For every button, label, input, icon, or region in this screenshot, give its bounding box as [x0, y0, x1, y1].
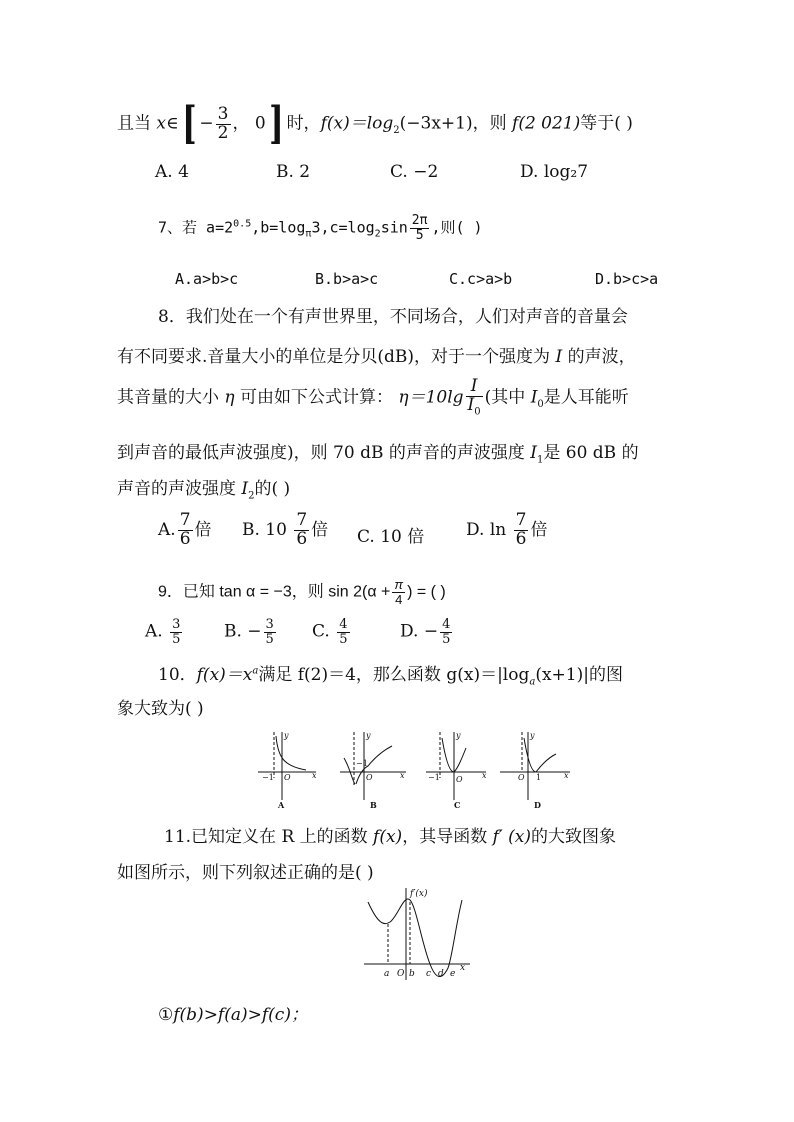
graph-a-origin: O: [284, 773, 291, 782]
graph-d-origin: O: [518, 773, 525, 782]
q8-line-1: 8．我们处在一个有声世界里，不同场合，人们对声音的音量会: [158, 307, 628, 327]
graph-c-tick: c: [426, 969, 432, 979]
graph-d-caption: D: [534, 800, 541, 808]
q6-option-b[interactable]: B. 2: [276, 162, 311, 182]
graph-a-tick: a: [384, 969, 390, 979]
graph-b-neg1: −1: [356, 759, 368, 768]
q10-line-1: 10．$f(x)=x^a$满足 f(2)＝4，那么函数 $g(x)=|\log_a(x+1)|$的图: [158, 665, 623, 688]
q8-line-3: 其音量的大小 η 可由如下公式计算： η＝10lg $\frac{I}{I_0}$ (其中 $I_0$是人耳能听: [117, 376, 629, 418]
q10-graphs: [256, 728, 576, 808]
q7-fraction: $\frac{2\pi}{5}$: [411, 213, 428, 243]
q7-line: 7、若 $a=2^{0.5},b=\log_\pi 3,c=\log_2\sin$ $\frac{2\pi}{5}$ ,则( ): [158, 213, 483, 243]
q11-line-1: 11.已知定义在 R 上的函数 f(x)，其导函数 f′ (x)的大致图象: [164, 827, 617, 847]
q9-option-b[interactable]: B. − $\frac{3}{5}$: [224, 617, 274, 647]
q9-line: 9．已知 tan α = −3，则 sin 2(α + $\frac{\pi}{4}$ ) = ( ): [158, 577, 446, 607]
graph-b-y-label: y: [366, 731, 371, 740]
graph-c-caption: C: [454, 800, 461, 808]
q8-option-a[interactable]: A. $\frac{7}{6}$ 倍: [158, 510, 212, 549]
graph-d-x-label: x: [564, 771, 569, 780]
graph-d-y-label: y: [530, 731, 535, 740]
q8-option-c[interactable]: C. 10 倍: [357, 527, 425, 547]
q8-option-d[interactable]: D. ln $\frac{7}{6}$ 倍: [466, 510, 548, 549]
q6-option-a[interactable]: A. 4: [155, 162, 189, 182]
graph-c-origin: O: [456, 775, 463, 784]
graph-a-neg1: −1: [262, 773, 274, 782]
graph-x-label: x: [460, 963, 466, 973]
right-bracket: ]: [268, 98, 284, 149]
q11-derivative-graph: [360, 884, 480, 984]
graph-c-neg1: −1: [428, 773, 440, 782]
q11-item-1: ①f(b)>f(a)>f(c)；: [158, 1005, 308, 1025]
graph-b-x-label: x: [400, 771, 405, 780]
q6-option-c[interactable]: C. −2: [390, 162, 439, 182]
q11-line-2: 如图所示，则下列叙述正确的是( ): [117, 863, 374, 883]
q6-option-d[interactable]: D. log₂7: [520, 162, 589, 182]
q8-formula-fraction: $\frac{I}{I_0}$: [467, 376, 481, 418]
q7-option-c[interactable]: C.c>a>b: [449, 270, 513, 288]
q9-option-d[interactable]: D. − $\frac{4}{5}$: [400, 617, 451, 647]
q8-option-b[interactable]: B. 10 $\frac{7}{6}$ 倍: [242, 510, 329, 549]
graph-a-x-label: x: [312, 771, 317, 780]
q9-option-c[interactable]: C. $\frac{4}{5}$: [312, 617, 348, 647]
q10-line-2: 象大致为( ): [117, 699, 204, 719]
graph-b-origin: O: [366, 773, 373, 782]
graph-a-caption: A: [278, 800, 285, 808]
graph-c-y-label: y: [456, 731, 461, 740]
graph-b-caption: B: [370, 800, 377, 808]
interval-fraction: $\frac{3}{2}$: [217, 103, 229, 143]
graph-origin: O: [397, 969, 405, 979]
left-bracket: [: [181, 98, 197, 149]
graph-a-y-label: y: [284, 731, 289, 740]
q7-option-b[interactable]: B.b>a>c: [315, 270, 379, 288]
q7-option-d[interactable]: D.b>c>a: [595, 270, 659, 288]
graph-fprime-label: f′(x): [410, 889, 428, 899]
graph-d-one: 1: [536, 773, 542, 782]
graph-e-tick: e: [450, 969, 456, 979]
q8-line-4: 到声音的最低声波强度)，则 70 dB 的声音的声波强度 $I_1$是 60 dB 的: [117, 443, 639, 466]
q7-option-a[interactable]: A.a>b>c: [175, 270, 239, 288]
graph-b-tick: b: [409, 969, 415, 979]
graph-c-x-label: x: [482, 771, 487, 780]
q8-line-5: 声音的声波强度 $I_2$的( ): [117, 479, 291, 502]
q8-line-2: 有不同要求.音量大小的单位是分贝(dB)，对于一个强度为 I 的声波，: [117, 347, 636, 367]
q9-option-a[interactable]: A. $\frac{3}{5}$: [145, 617, 181, 647]
graph-d-tick: d: [438, 969, 444, 979]
q6-line: 且当 x∈[ − $\frac{3}{2}$ ， 0] 时，$f(x)=\log_2(-3x+1)$，则 f(2 021)等于( ): [117, 98, 633, 149]
